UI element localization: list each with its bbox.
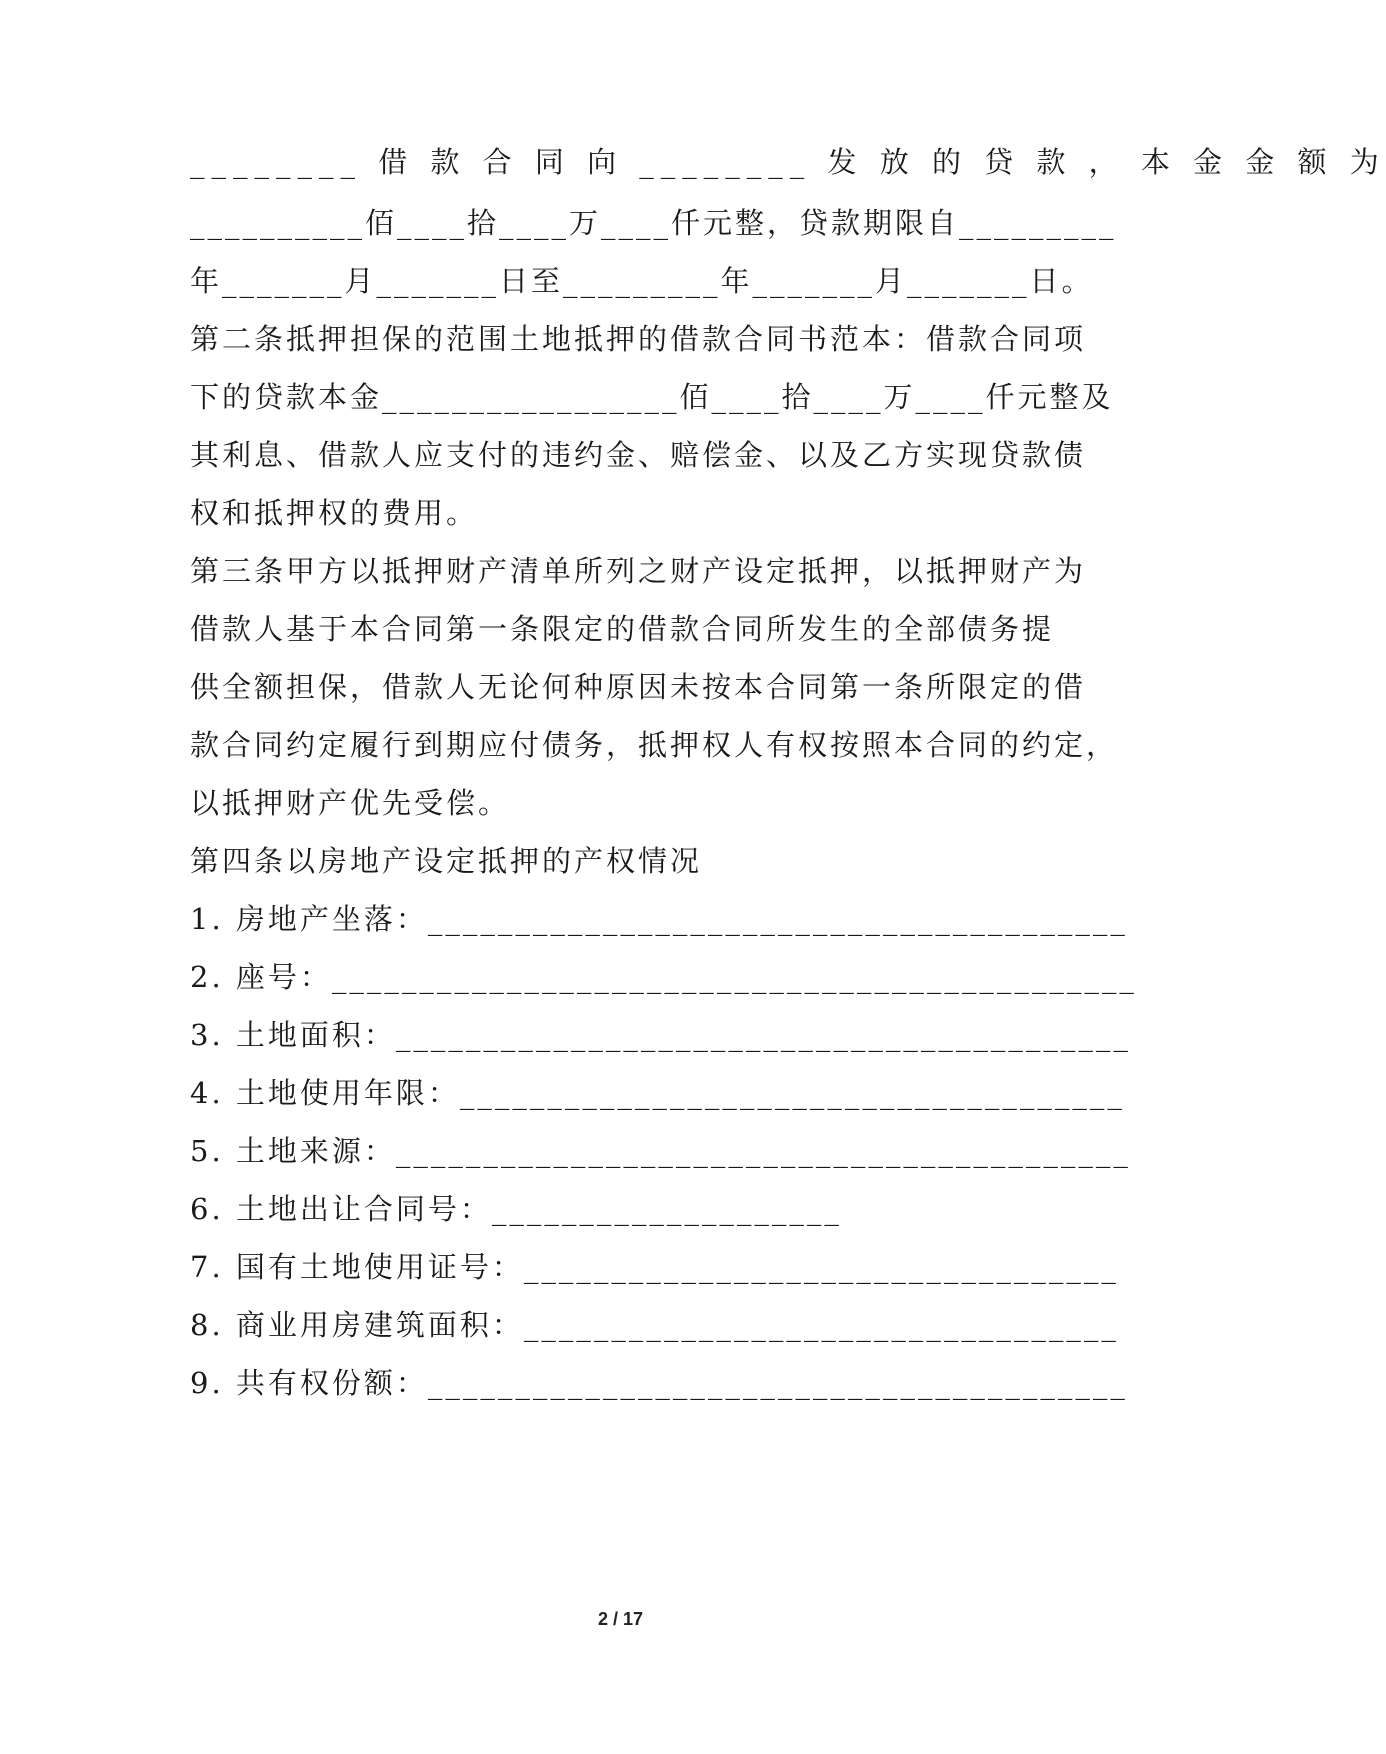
commercial-building-area-field: 8. 商业用房建筑面积：__________________________________ bbox=[190, 1308, 1119, 1342]
paragraph-line: 以抵押财产优先受偿。 bbox=[190, 786, 511, 820]
paragraph-line: 权和抵押权的费用。 bbox=[190, 496, 479, 530]
land-area-field: 3. 土地面积：__________________________________________ bbox=[190, 1018, 1131, 1052]
paragraph-line: 其利息、借款人应支付的违约金、赔偿金、以及乙方实现贷款债 bbox=[190, 438, 1087, 472]
paragraph-line: 第三条甲方以抵押财产清单所列之财产设定抵押，以抵押财产为 bbox=[190, 554, 1087, 588]
co-ownership-share-field: 9. 共有权份额：________________________________________ bbox=[190, 1366, 1128, 1400]
paragraph-line: 下的贷款本金_________________佰____拾____万____仟元整及 bbox=[190, 380, 1114, 414]
property-location-field: 1. 房地产坐落：________________________________________ bbox=[190, 902, 1128, 936]
seat-number-field: 2. 座号：______________________________________________ bbox=[190, 960, 1137, 994]
paragraph-line: 第二条抵押担保的范围土地抵押的借款合同书范本：借款合同项 bbox=[190, 322, 1087, 356]
paragraph-line: 年_______月_______日至_________年_______月_______日。 bbox=[190, 264, 1094, 298]
paragraph-line: 款合同约定履行到期应付债务，抵押权人有权按照本合同的约定， bbox=[190, 728, 1119, 762]
paragraph-line: 借款人基于本合同第一条限定的借款合同所发生的全部债务提 bbox=[190, 612, 1055, 646]
page-number: 2 / 17 bbox=[597, 1609, 644, 1629]
paragraph-line: 供全额担保，借款人无论何种原因未按本合同第一条所限定的借 bbox=[190, 670, 1087, 704]
land-source-field: 5. 土地来源：__________________________________________ bbox=[190, 1134, 1131, 1168]
state-land-use-certificate-field: 7. 国有土地使用证号：__________________________________ bbox=[190, 1250, 1119, 1284]
paragraph-line: ________ 借 款 合 同 向 ________ 发 放 的 贷 款 ， 本 金 金 额 为 bbox=[190, 145, 1386, 179]
land-use-term-field: 4. 土地使用年限：______________________________________ bbox=[190, 1076, 1125, 1110]
land-transfer-contract-number-field: 6. 土地出让合同号：____________________ bbox=[190, 1192, 842, 1226]
section-heading: 第四条以房地产设定抵押的产权情况 bbox=[190, 844, 703, 878]
paragraph-line: __________佰____拾____万____仟元整，贷款期限自_________ bbox=[190, 206, 1117, 240]
